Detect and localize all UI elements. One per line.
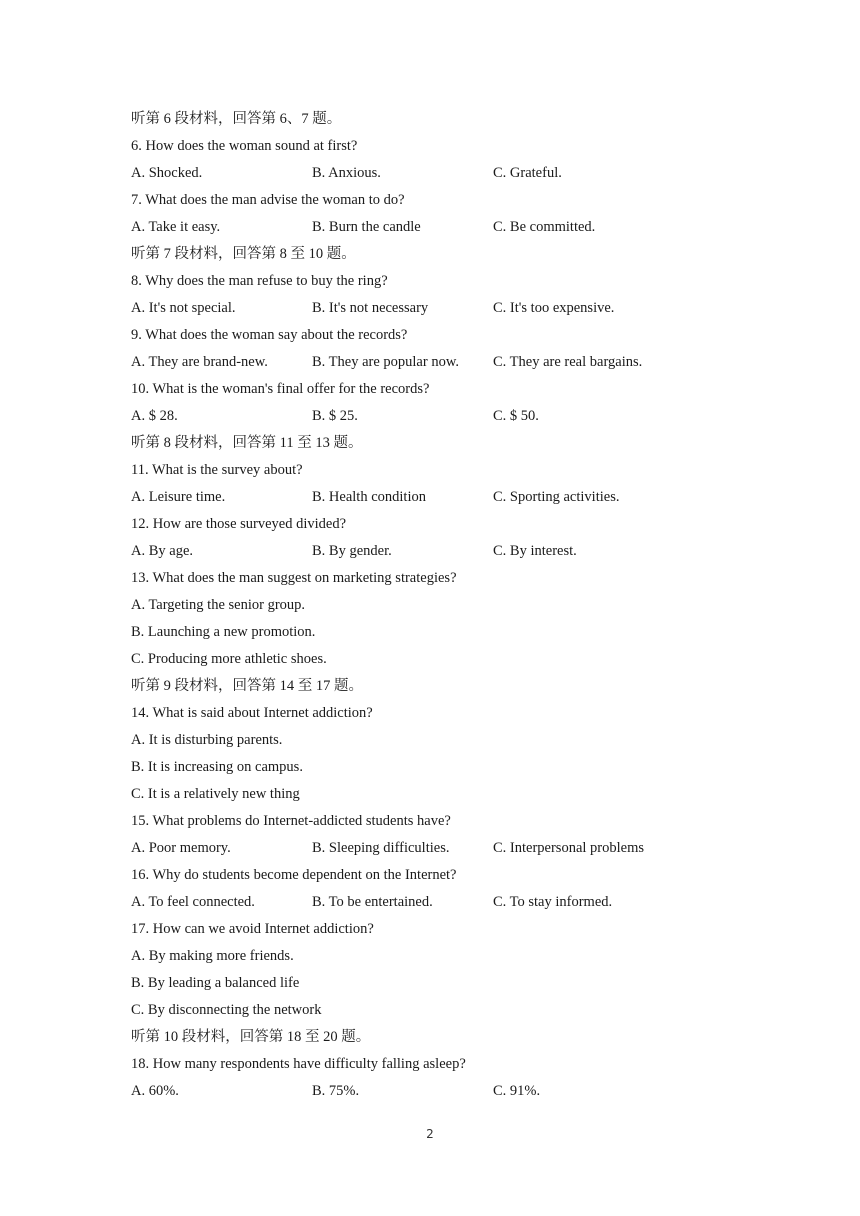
exam-content [131, 106, 751, 1105]
option-b: B. By gender. [312, 543, 392, 559]
question-text: 18. How many respondents have difficulty falling asleep? [131, 1056, 466, 1072]
option-a: A. Take it easy. [131, 219, 221, 235]
answer-option: A. It is disturbing parents. [131, 732, 283, 748]
answer-options-row [131, 484, 751, 511]
option-b: B. It's not necessary [312, 300, 429, 316]
answer-options-row [131, 1078, 751, 1105]
question-text: 8. Why does the man refuse to buy the ring? [131, 273, 388, 289]
option-b: B. Sleeping difficulties. [312, 840, 450, 856]
option-c: C. Grateful. [493, 165, 562, 181]
question-text: 9. What does the woman say about the records? [131, 327, 408, 343]
option-c: C. They are real bargains. [493, 354, 643, 370]
option-b: B. To be entertained. [312, 894, 433, 910]
option-a: A. Poor memory. [131, 840, 231, 856]
answer-options-row [131, 214, 751, 241]
option-b: B. They are popular now. [312, 354, 459, 370]
answer-options-row [131, 349, 751, 376]
answer-option: C. It is a relatively new thing [131, 786, 300, 802]
answer-options-row [131, 538, 751, 565]
answer-option: B. By leading a balanced life [131, 975, 300, 991]
option-a: A. 60%. [131, 1083, 179, 1099]
option-a: A. By age. [131, 543, 194, 559]
option-c: C. 91%. [493, 1083, 541, 1099]
question-text: 6. How does the woman sound at first? [131, 138, 358, 154]
answer-options-row [131, 295, 751, 322]
section-instruction: 听第 9 段材料，回答第 14 至 17 题。 [131, 678, 363, 694]
question-text: 15. What problems do Internet-addicted students have? [131, 813, 451, 829]
question-text: 12. How are those surveyed divided? [131, 516, 347, 532]
question-text: 10. What is the woman's final offer for the records? [131, 381, 430, 397]
option-b: B. Anxious. [312, 165, 381, 181]
section-instruction: 听第 7 段材料，回答第 8 至 10 题。 [131, 246, 356, 262]
option-c: C. Be committed. [493, 219, 596, 235]
section-instruction: 听第 8 段材料，回答第 11 至 13 题。 [131, 435, 363, 451]
question-text: 13. What does the man suggest on marketing strategies? [131, 570, 457, 586]
option-c: C. Interpersonal problems [493, 840, 645, 856]
answer-option: A. By making more friends. [131, 948, 294, 964]
question-text: 17. How can we avoid Internet addiction? [131, 921, 374, 937]
question-text: 14. What is said about Internet addiction? [131, 705, 373, 721]
option-c: C. By interest. [493, 543, 577, 559]
question-text: 16. Why do students become dependent on the Internet? [131, 867, 457, 883]
option-c: C. Sporting activities. [493, 489, 620, 505]
answer-option: C. By disconnecting the network [131, 1002, 322, 1018]
question-text: 11. What is the survey about? [131, 462, 303, 478]
option-a: A. To feel connected. [131, 894, 255, 910]
option-c: C. To stay informed. [493, 894, 613, 910]
answer-options-row [131, 160, 751, 187]
option-b: B. Health condition [312, 489, 426, 505]
answer-option: B. It is increasing on campus. [131, 759, 303, 775]
option-a: A. It's not special. [131, 300, 236, 316]
option-a: A. Shocked. [131, 165, 203, 181]
option-a: A. They are brand-new. [131, 354, 268, 370]
answer-option: C. Producing more athletic shoes. [131, 651, 327, 667]
section-instruction: 听第 6 段材料，回答第 6、7 题。 [131, 111, 342, 127]
page-number: 2 [426, 1127, 434, 1141]
answer-options-row [131, 889, 751, 916]
question-text: 7. What does the man advise the woman to do? [131, 192, 405, 208]
answer-option: B. Launching a new promotion. [131, 624, 316, 640]
option-a: A. $ 28. [131, 408, 178, 424]
option-c: C. It's too expensive. [493, 300, 615, 316]
answer-option: A. Targeting the senior group. [131, 597, 306, 613]
answer-options-row [131, 403, 751, 430]
option-c: C. $ 50. [493, 408, 539, 424]
option-b: B. 75%. [312, 1083, 360, 1099]
answer-options-row [131, 835, 751, 862]
option-b: B. $ 25. [312, 408, 358, 424]
option-a: A. Leisure time. [131, 489, 226, 505]
section-instruction: 听第 10 段材料，回答第 18 至 20 题。 [131, 1029, 371, 1045]
option-b: B. Burn the candle [312, 219, 421, 235]
